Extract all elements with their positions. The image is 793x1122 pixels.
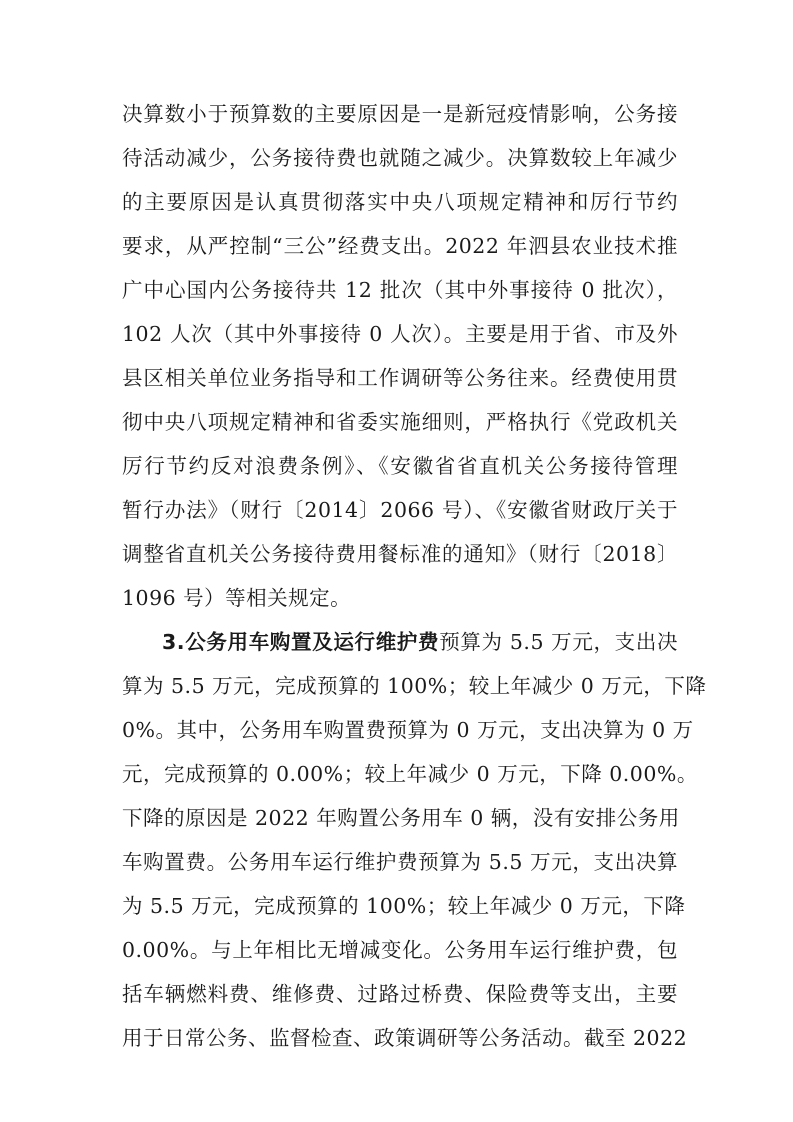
paragraph-line: 为 5.5 万元，完成预算的 100%；较上年减少 0 万元，下降: [122, 894, 686, 918]
paragraph-line: 彻中央八项规定精神和省委实施细则，严格执行《党政机关: [122, 410, 678, 434]
paragraph-line: 要求，从严控制“三公”经费支出。2022 年泗县农业技术推: [122, 234, 678, 258]
paragraph-line: 下降的原因是 2022 年购置公务用车 0 辆，没有安排公务用: [122, 806, 680, 830]
paragraph-line: 0.00%。与上年相比无增减变化。公务用车运行维护费，包: [122, 938, 678, 962]
section-heading: 3.公务用车购置及运行维护费: [162, 630, 440, 654]
paragraph-line: 厉行节约反对浪费条例》、《安徽省省直机关公务接待管理: [122, 454, 678, 478]
paragraph-line: 括车辆燃料费、维修费、过路过桥费、保险费等支出，主要: [122, 982, 678, 1006]
paragraph-line: 决算数小于预算数的主要原因是一是新冠疫情影响，公务接: [122, 102, 678, 126]
paragraph-line: 暂行办法》（财行〔2014〕2066 号）、《安徽省财政厅关于: [122, 498, 678, 522]
paragraph-line: 1096 号）等相关规定。: [122, 586, 352, 610]
paragraph-line-rest: 预算为 5.5 万元，支出决: [439, 630, 678, 654]
paragraph-line: 待活动减少，公务接待费也就随之减少。决算数较上年减少: [122, 146, 678, 170]
paragraph-line: 0%。其中，公务用车购置费预算为 0 万元，支出决算为 0 万: [122, 718, 694, 742]
paragraph-line: 广中心国内公务接待共 12 批次（其中外事接待 0 批次），: [122, 278, 678, 302]
paragraph-line: 的主要原因是认真贯彻落实中央八项规定精神和厉行节约: [122, 190, 678, 214]
paragraph-line: 元，完成预算的 0.00%；较上年减少 0 万元，下降 0.00%。: [122, 762, 698, 786]
paragraph-line: 车购置费。公务用车运行维护费预算为 5.5 万元，支出决算: [122, 850, 678, 874]
paragraph-line: 调整省直机关公务接待费用餐标准的通知》（财行〔2018〕: [122, 542, 678, 566]
paragraph-first-line: [162, 620, 678, 664]
paragraph-line: 算为 5.5 万元，完成预算的 100%；较上年减少 0 万元，下降: [122, 674, 707, 698]
paragraph-line: 县区相关单位业务指导和工作调研等公务往来。经费使用贯: [122, 366, 678, 390]
paragraph-line: 用于日常公务、监督检查、政策调研等公务活动。截至 2022: [122, 1026, 688, 1050]
paragraph-line: 102 人次（其中外事接待 0 人次）。主要是用于省、市及外: [122, 322, 678, 346]
